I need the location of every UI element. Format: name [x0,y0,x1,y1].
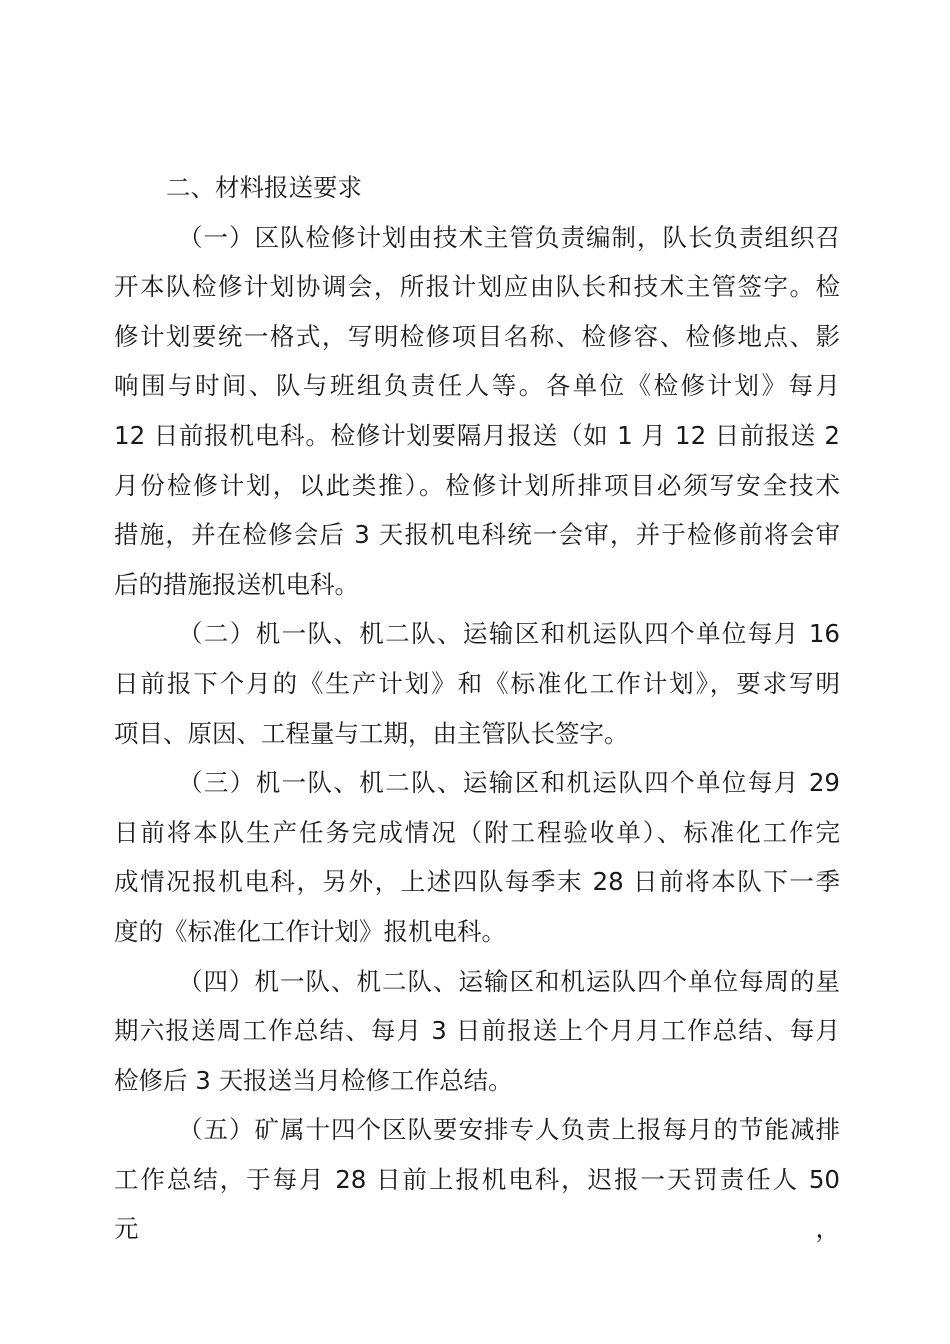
paragraph-1-line-8: 后的措施报送机电科。 [114,569,359,599]
document-body [114,163,840,1244]
paragraph-2-line-1: （二）机一队、机二队、运输区和机运队四个单位每月 16 [178,619,840,649]
paragraph-1-line-3: 修计划要统一格式，写明检修项目名称、检修容、检修地点、影 [114,321,840,351]
paragraph-1-line-4: 响围与时间、队与班组负责任人等。各单位《检修计划》每月 [114,371,840,401]
paragraph-1-line-5: 12 日前报机电科。检修计划要隔月报送（如 1 月 12 日前报送 2 [114,420,840,450]
paragraph-4-line-3: 检修后 3 天报送当月检修工作总结。 [114,1065,513,1095]
paragraph-3-line-1: （三）机一队、机二队、运输区和机运队四个单位每月 29 [178,768,840,798]
paragraph-3-line-2: 日前将本队生产任务完成情况（附工程验收单）、标准化工作完 [114,817,840,847]
paragraph-5-line-2: 工作总结，于每月 28 日前上报机电科，迟报一天罚责任人 50 元， [114,1164,840,1244]
paragraph-4-line-2: 期六报送周工作总结、每月 3 日前报送上个月月工作总结、每月 [114,1016,840,1046]
paragraph-5-line-1: （五）矿属十四个区队要安排专人负责上报每月的节能减排 [178,1115,840,1145]
paragraph-3-line-4: 度的《标准化工作计划》报机电科。 [114,916,506,946]
paragraph-1-line-1: （一）区队检修计划由技术主管负责编制，队长负责组织召 [178,222,840,252]
paragraph-3-line-3: 成情况报机电科，另外，上述四队每季末 28 日前将本队下一季 [114,867,840,897]
paragraph-4-line-1: （四）机一队、机二队、运输区和机运队四个单位每周的星 [178,966,840,996]
paragraph-1-line-6: 月份检修计划，以此类推）。检修计划所排项目必须写安全技术 [114,470,840,500]
paragraph-2-line-3: 项目、原因、工程量与工期，由主管队长签字。 [114,718,629,748]
paragraph-1-line-7: 措施，并在检修会后 3 天报机电科统一会审，并于检修前将会审 [114,520,840,550]
paragraph-1-line-2: 开本队检修计划协调会，所报计划应由队长和技术主管签字。检 [114,272,840,302]
section-heading: 二、材料报送要求 [166,173,362,202]
paragraph-2-line-2: 日前报下个月的《生产计划》和《标准化工作计划》，要求写明 [114,668,840,698]
